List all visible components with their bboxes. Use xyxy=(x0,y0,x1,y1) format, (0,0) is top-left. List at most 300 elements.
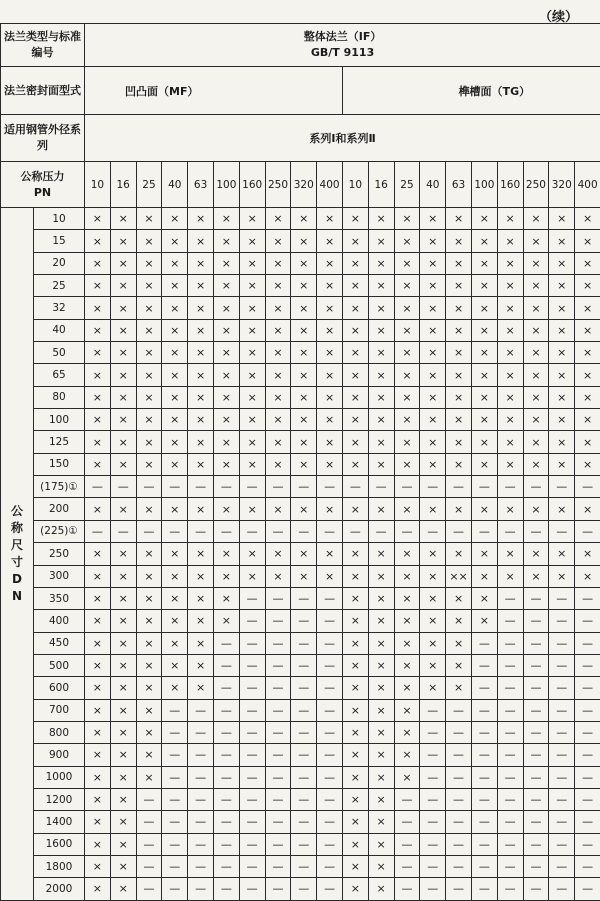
cell-available: × xyxy=(188,677,214,699)
cell-not-available: — xyxy=(523,811,549,833)
cell-available: × xyxy=(523,543,549,565)
cell-available: × xyxy=(342,699,368,721)
cell-available: × xyxy=(291,208,317,230)
cell-available: × xyxy=(575,565,600,587)
cell-not-available: — xyxy=(291,677,317,699)
cell-available: × xyxy=(368,654,394,676)
cell-available: × xyxy=(291,252,317,274)
cell-not-available: — xyxy=(291,811,317,833)
dn-value: 15 xyxy=(34,230,85,252)
dn-value: 1200 xyxy=(34,788,85,810)
pn-value: 400 xyxy=(317,162,343,208)
cell-available: × xyxy=(342,587,368,609)
cell-available: × xyxy=(394,699,420,721)
cell-available: × xyxy=(446,364,472,386)
cell-available: × xyxy=(471,319,497,341)
cell-available: × xyxy=(136,721,162,743)
cell-available: × xyxy=(162,543,188,565)
cell-not-available: — xyxy=(523,699,549,721)
cell-not-available: — xyxy=(265,878,291,900)
cell-available: × xyxy=(110,744,136,766)
cell-available: × xyxy=(110,565,136,587)
table-row xyxy=(1,252,600,274)
cell-available: × xyxy=(368,878,394,900)
cell-not-available: — xyxy=(239,654,265,676)
cell-available: × xyxy=(420,543,446,565)
cell-not-available: — xyxy=(342,476,368,498)
cell-not-available: — xyxy=(239,476,265,498)
cell-available: × xyxy=(110,319,136,341)
cell-available: × xyxy=(394,208,420,230)
cell-not-available: — xyxy=(575,744,600,766)
cell-available: × xyxy=(420,498,446,520)
cell-not-available: — xyxy=(317,878,343,900)
cell-not-available: — xyxy=(549,699,575,721)
cell-available: × xyxy=(110,275,136,297)
cell-available: × xyxy=(110,431,136,453)
cell-available: × xyxy=(213,431,239,453)
cell-not-available: — xyxy=(575,654,600,676)
cell-not-available: — xyxy=(239,833,265,855)
cell-available: × xyxy=(446,610,472,632)
cell-available: × xyxy=(188,342,214,364)
cell-available: × xyxy=(136,498,162,520)
dn-value: 40 xyxy=(34,319,85,341)
table-row xyxy=(1,833,600,855)
cell-available: × xyxy=(394,386,420,408)
cell-available: × xyxy=(213,208,239,230)
cell-available: × xyxy=(420,252,446,274)
cell-not-available: — xyxy=(471,744,497,766)
cell-available: × xyxy=(136,543,162,565)
cell-not-available: — xyxy=(446,520,472,542)
cell-not-available: — xyxy=(162,699,188,721)
cell-not-available: — xyxy=(110,476,136,498)
cell-available: × xyxy=(136,565,162,587)
cell-available: × xyxy=(162,252,188,274)
cell-not-available: — xyxy=(523,677,549,699)
cell-available: × xyxy=(213,230,239,252)
cell-available: × xyxy=(110,766,136,788)
cell-available: × xyxy=(497,275,523,297)
table-row xyxy=(1,453,600,475)
dn-value: 32 xyxy=(34,297,85,319)
cell-available: × xyxy=(239,543,265,565)
cell-available: × xyxy=(213,453,239,475)
cell-available: × xyxy=(471,587,497,609)
cell-available: × xyxy=(446,543,472,565)
cell-available: × xyxy=(213,319,239,341)
cell-not-available: — xyxy=(291,654,317,676)
cell-not-available: — xyxy=(265,766,291,788)
cell-available: × xyxy=(523,252,549,274)
cell-available: × xyxy=(523,208,549,230)
cell-not-available: — xyxy=(317,833,343,855)
cell-not-available: — xyxy=(317,610,343,632)
cell-available: × xyxy=(549,252,575,274)
cell-available: × xyxy=(110,587,136,609)
cell-not-available: — xyxy=(188,520,214,542)
cell-available: × xyxy=(136,409,162,431)
cell-available: × xyxy=(188,319,214,341)
cell-available: × xyxy=(265,498,291,520)
cell-not-available: — xyxy=(317,654,343,676)
table-row xyxy=(1,654,600,676)
cell-available: × xyxy=(549,230,575,252)
cell-not-available: — xyxy=(265,476,291,498)
cell-available: × xyxy=(420,587,446,609)
cell-not-available: — xyxy=(394,811,420,833)
sealing-face-tg: 榫槽面（TG） xyxy=(342,67,600,115)
cell-not-available: — xyxy=(213,721,239,743)
cell-available: ×× xyxy=(446,565,472,587)
pn-value: 250 xyxy=(523,162,549,208)
cell-not-available: — xyxy=(420,833,446,855)
cell-available: × xyxy=(162,431,188,453)
cell-not-available: — xyxy=(265,811,291,833)
cell-available: × xyxy=(162,587,188,609)
continuation-mark: （续） xyxy=(539,6,578,25)
cell-available: × xyxy=(497,565,523,587)
cell-available: × xyxy=(471,453,497,475)
cell-not-available: — xyxy=(549,520,575,542)
cell-available: × xyxy=(549,342,575,364)
cell-available: × xyxy=(394,409,420,431)
cell-not-available: — xyxy=(471,788,497,810)
cell-available: × xyxy=(575,319,600,341)
cell-available: × xyxy=(368,252,394,274)
cell-available: × xyxy=(497,252,523,274)
cell-available: × xyxy=(420,632,446,654)
pn-value: 16 xyxy=(368,162,394,208)
cell-not-available: — xyxy=(471,878,497,900)
cell-not-available: — xyxy=(136,811,162,833)
cell-available: × xyxy=(239,319,265,341)
cell-available: × xyxy=(446,453,472,475)
cell-not-available: — xyxy=(549,766,575,788)
cell-available: × xyxy=(420,409,446,431)
header-row-flange-type xyxy=(1,24,600,67)
pn-value: 160 xyxy=(497,162,523,208)
cell-not-available: — xyxy=(420,476,446,498)
cell-not-available: — xyxy=(213,811,239,833)
cell-available: × xyxy=(213,409,239,431)
cell-available: × xyxy=(394,587,420,609)
cell-not-available: — xyxy=(136,476,162,498)
cell-available: × xyxy=(523,364,549,386)
dn-value: 10 xyxy=(34,208,85,230)
pn-label xyxy=(1,162,85,208)
cell-not-available: — xyxy=(188,833,214,855)
cell-not-available: — xyxy=(497,632,523,654)
cell-not-available: — xyxy=(575,878,600,900)
cell-available: × xyxy=(85,788,111,810)
cell-available: × xyxy=(342,498,368,520)
pn-value: 10 xyxy=(85,162,111,208)
cell-available: × xyxy=(136,297,162,319)
cell-available: × xyxy=(85,878,111,900)
cell-available: × xyxy=(110,654,136,676)
cell-available: × xyxy=(342,855,368,877)
dn-value: 125 xyxy=(34,431,85,453)
cell-available: × xyxy=(162,654,188,676)
pn-value: 25 xyxy=(136,162,162,208)
cell-not-available: — xyxy=(497,699,523,721)
cell-not-available: — xyxy=(85,520,111,542)
cell-not-available: — xyxy=(162,766,188,788)
cell-available: × xyxy=(85,453,111,475)
cell-available: × xyxy=(85,744,111,766)
cell-available: × xyxy=(291,543,317,565)
cell-not-available: — xyxy=(446,766,472,788)
cell-not-available: — xyxy=(317,632,343,654)
cell-available: × xyxy=(523,319,549,341)
pn-value: 63 xyxy=(446,162,472,208)
cell-available: × xyxy=(110,364,136,386)
cell-not-available: — xyxy=(162,721,188,743)
flange-table xyxy=(0,23,600,901)
cell-available: × xyxy=(85,409,111,431)
cell-available: × xyxy=(162,565,188,587)
cell-not-available: — xyxy=(239,520,265,542)
cell-available: × xyxy=(110,453,136,475)
table-row xyxy=(1,543,600,565)
cell-available: × xyxy=(110,811,136,833)
cell-available: × xyxy=(342,565,368,587)
cell-available: × xyxy=(265,565,291,587)
cell-not-available: — xyxy=(394,855,420,877)
cell-not-available: — xyxy=(188,811,214,833)
cell-available: × xyxy=(342,654,368,676)
cell-not-available: — xyxy=(523,766,549,788)
cell-available: × xyxy=(420,431,446,453)
cell-available: × xyxy=(162,342,188,364)
cell-not-available: — xyxy=(420,788,446,810)
pipe-series-value: 系列Ⅰ和系列Ⅱ xyxy=(85,115,600,162)
cell-not-available: — xyxy=(317,721,343,743)
cell-available: × xyxy=(342,543,368,565)
cell-available: × xyxy=(110,543,136,565)
dn-value: 20 xyxy=(34,252,85,274)
cell-available: × xyxy=(85,632,111,654)
cell-available: × xyxy=(523,409,549,431)
cell-available: × xyxy=(265,364,291,386)
cell-not-available: — xyxy=(239,855,265,877)
cell-not-available: — xyxy=(446,811,472,833)
cell-available: × xyxy=(265,543,291,565)
cell-not-available: — xyxy=(162,476,188,498)
cell-available: × xyxy=(446,654,472,676)
cell-available: × xyxy=(239,409,265,431)
cell-available: × xyxy=(575,208,600,230)
cell-available: × xyxy=(342,319,368,341)
cell-available: × xyxy=(523,431,549,453)
cell-available: × xyxy=(317,498,343,520)
cell-available: × xyxy=(239,208,265,230)
cell-available: × xyxy=(162,297,188,319)
cell-available: × xyxy=(446,386,472,408)
cell-not-available: — xyxy=(317,587,343,609)
cell-available: × xyxy=(291,453,317,475)
cell-available: × xyxy=(213,275,239,297)
cell-available: × xyxy=(239,386,265,408)
cell-not-available: — xyxy=(291,833,317,855)
cell-not-available: — xyxy=(213,855,239,877)
table-row xyxy=(1,297,600,319)
cell-not-available: — xyxy=(446,476,472,498)
cell-not-available: — xyxy=(291,476,317,498)
cell-not-available: — xyxy=(523,788,549,810)
cell-available: × xyxy=(162,453,188,475)
cell-available: × xyxy=(575,498,600,520)
cell-available: × xyxy=(368,811,394,833)
table-row xyxy=(1,409,600,431)
cell-available: × xyxy=(265,275,291,297)
cell-available: × xyxy=(317,208,343,230)
cell-available: × xyxy=(162,677,188,699)
cell-available: × xyxy=(368,319,394,341)
cell-not-available: — xyxy=(523,632,549,654)
cell-available: × xyxy=(394,431,420,453)
cell-not-available: — xyxy=(265,855,291,877)
cell-available: × xyxy=(575,275,600,297)
cell-not-available: — xyxy=(162,811,188,833)
cell-not-available: — xyxy=(213,788,239,810)
cell-available: × xyxy=(446,498,472,520)
cell-available: × xyxy=(420,677,446,699)
cell-available: × xyxy=(420,297,446,319)
cell-not-available: — xyxy=(265,520,291,542)
dn-value: 1600 xyxy=(34,833,85,855)
pn-value: 160 xyxy=(239,162,265,208)
dn-value: 2000 xyxy=(34,878,85,900)
cell-available: × xyxy=(342,230,368,252)
cell-not-available: — xyxy=(523,587,549,609)
cell-available: × xyxy=(368,431,394,453)
cell-available: × xyxy=(110,855,136,877)
cell-not-available: — xyxy=(291,855,317,877)
cell-available: × xyxy=(471,297,497,319)
cell-available: × xyxy=(368,565,394,587)
cell-available: × xyxy=(188,453,214,475)
cell-available: × xyxy=(394,543,420,565)
pn-value: 10 xyxy=(342,162,368,208)
dn-value: 1800 xyxy=(34,855,85,877)
cell-available: × xyxy=(213,587,239,609)
dn-value: 800 xyxy=(34,721,85,743)
cell-not-available: — xyxy=(471,811,497,833)
cell-available: × xyxy=(394,319,420,341)
cell-not-available: — xyxy=(497,677,523,699)
cell-available: × xyxy=(85,677,111,699)
cell-not-available: — xyxy=(291,699,317,721)
cell-available: × xyxy=(188,654,214,676)
cell-available: × xyxy=(136,275,162,297)
cell-available: × xyxy=(291,275,317,297)
cell-not-available: — xyxy=(575,610,600,632)
pn-value: 63 xyxy=(188,162,214,208)
cell-available: × xyxy=(549,431,575,453)
cell-available: × xyxy=(188,498,214,520)
cell-available: × xyxy=(162,275,188,297)
cell-available: × xyxy=(136,699,162,721)
cell-not-available: — xyxy=(162,520,188,542)
cell-available: × xyxy=(188,275,214,297)
cell-not-available: — xyxy=(188,855,214,877)
cell-not-available: — xyxy=(291,632,317,654)
cell-available: × xyxy=(394,453,420,475)
cell-not-available: — xyxy=(136,833,162,855)
cell-available: × xyxy=(85,811,111,833)
cell-available: × xyxy=(549,543,575,565)
cell-available: × xyxy=(575,364,600,386)
table-row xyxy=(1,342,600,364)
cell-not-available: — xyxy=(420,699,446,721)
cell-available: × xyxy=(188,587,214,609)
cell-not-available: — xyxy=(575,811,600,833)
cell-available: × xyxy=(575,386,600,408)
cell-not-available: — xyxy=(291,587,317,609)
cell-not-available: — xyxy=(549,788,575,810)
cell-available: × xyxy=(213,610,239,632)
cell-available: × xyxy=(394,342,420,364)
cell-not-available: — xyxy=(239,587,265,609)
cell-available: × xyxy=(213,498,239,520)
cell-available: × xyxy=(317,431,343,453)
table-body xyxy=(1,24,600,901)
cell-available: × xyxy=(523,297,549,319)
dn-label: 公称尺寸DN xyxy=(1,208,34,901)
cell-not-available: — xyxy=(291,721,317,743)
cell-available: × xyxy=(265,409,291,431)
cell-not-available: — xyxy=(497,766,523,788)
cell-not-available: — xyxy=(446,855,472,877)
dn-value: (225)① xyxy=(34,520,85,542)
cell-available: × xyxy=(342,409,368,431)
cell-available: × xyxy=(342,721,368,743)
cell-available: × xyxy=(136,654,162,676)
cell-available: × xyxy=(420,610,446,632)
cell-available: × xyxy=(368,632,394,654)
cell-available: × xyxy=(239,565,265,587)
cell-available: × xyxy=(85,565,111,587)
sealing-face-mf: 凹凸面（MF） xyxy=(85,67,343,115)
cell-available: × xyxy=(85,699,111,721)
cell-not-available: — xyxy=(575,476,600,498)
dn-value: 1000 xyxy=(34,766,85,788)
cell-not-available: — xyxy=(471,632,497,654)
cell-available: × xyxy=(265,342,291,364)
cell-not-available: — xyxy=(317,766,343,788)
cell-available: × xyxy=(342,208,368,230)
cell-not-available: — xyxy=(575,587,600,609)
cell-available: × xyxy=(317,275,343,297)
cell-available: × xyxy=(420,453,446,475)
cell-not-available: — xyxy=(523,654,549,676)
cell-available: × xyxy=(213,386,239,408)
cell-available: × xyxy=(317,543,343,565)
cell-available: × xyxy=(420,275,446,297)
cell-not-available: — xyxy=(575,721,600,743)
pn-value: 250 xyxy=(265,162,291,208)
cell-not-available: — xyxy=(575,855,600,877)
cell-not-available: — xyxy=(265,654,291,676)
cell-available: × xyxy=(368,342,394,364)
dn-value: 200 xyxy=(34,498,85,520)
cell-available: × xyxy=(342,811,368,833)
cell-available: × xyxy=(136,252,162,274)
dn-value: 65 xyxy=(34,364,85,386)
